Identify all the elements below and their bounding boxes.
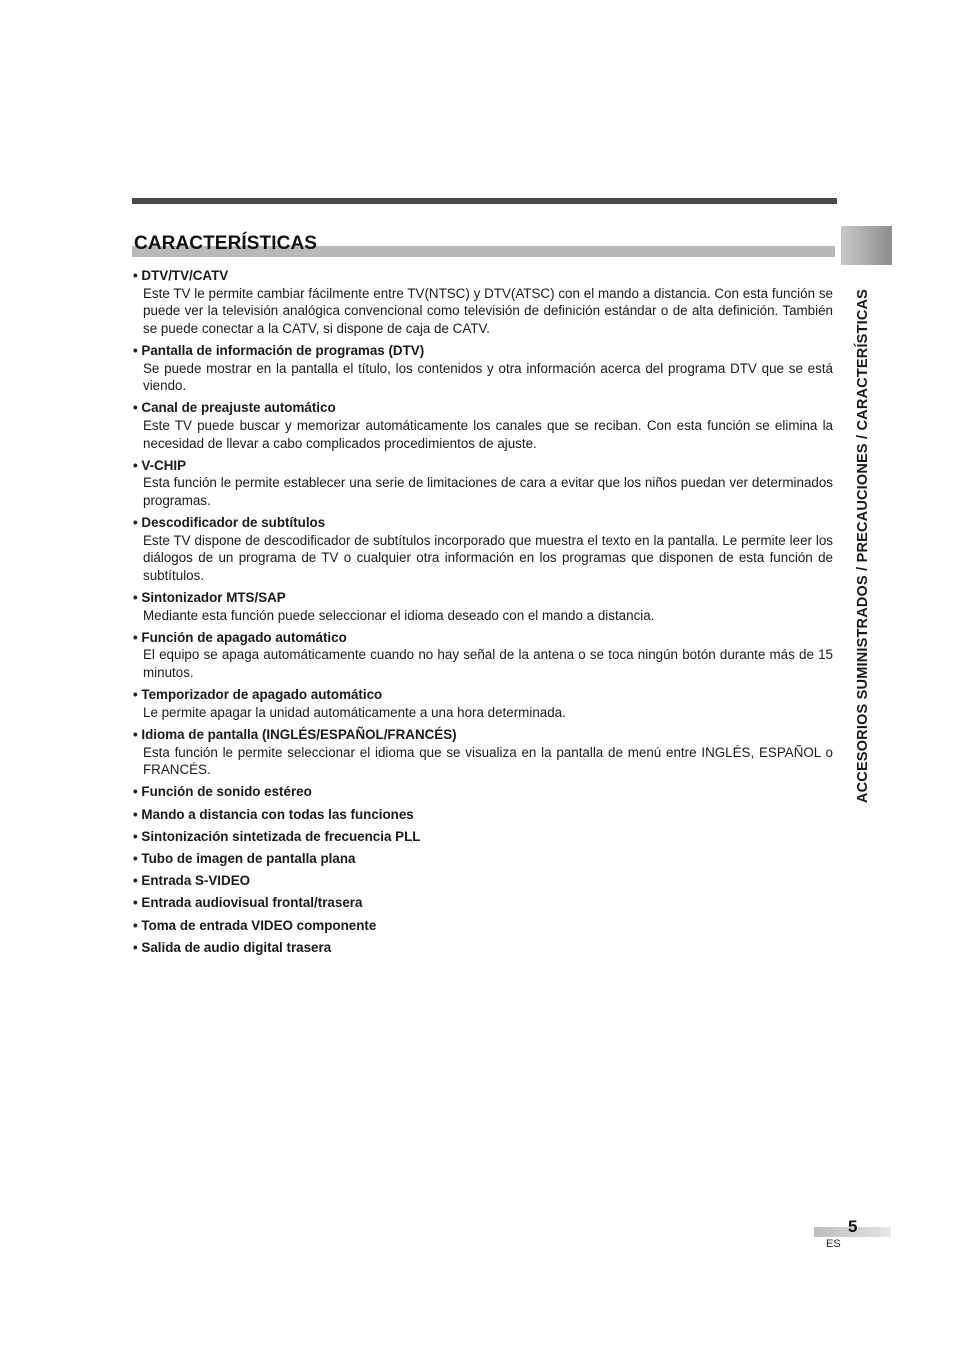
feature-item (133, 457, 833, 510)
page-title: CARACTERÍSTICAS (134, 233, 318, 254)
feature-description: Esta función le permite seleccionar el idioma que se visualiza en la pantalla de menú entre INGLÉS, ESPAÑOL o FRANCÉS. (143, 744, 833, 778)
feature-item (133, 872, 833, 890)
feature-item (133, 686, 833, 721)
feature-title: • Pantalla de información de programas (DTV) (133, 342, 425, 358)
feature-description: Este TV dispone de descodificador de subtítulos incorporado que muestra el texto en la pantalla. Le permite leer los diálogos de un programa de TV o cualquier otra información en los programas que disponen de esta función de subtítulos. (143, 532, 833, 583)
feature-title: • Función de apagado automático (133, 629, 347, 645)
feature-description: Este TV le permite cambiar fácilmente entre TV(NTSC) y DTV(ATSC) con el mando a distancia. Con esta función se puede ver la televisión analógica convencional como televisión de definición estándar o de alta definición. También se puede conectar a la CATV, si dispone de caja de CATV. (143, 285, 833, 336)
side-tab-marker (841, 226, 892, 265)
feature-title: • V-CHIP (133, 457, 187, 473)
feature-title: • Idioma de pantalla (INGLÉS/ESPAÑOL/FRANCÉS) (133, 727, 457, 742)
feature-item (133, 850, 833, 868)
feature-title: • Entrada S-VIDEO (133, 873, 251, 889)
feature-description: Le permite apagar la unidad automáticamente a una hora determinada. (143, 704, 566, 720)
page-language-code: ES (826, 1238, 841, 1250)
feature-title: • Salida de audio digital trasera (133, 939, 332, 955)
feature-item (133, 894, 833, 912)
feature-title: • Función de sonido estéreo (133, 784, 312, 800)
feature-item (133, 783, 833, 801)
feature-title: • Canal de preajuste automático (133, 400, 336, 416)
feature-title: • Sintonización sintetizada de frecuencia PLL (133, 828, 421, 844)
feature-description: Se puede mostrar en la pantalla el título, los contenidos y otra información acerca del programa DTV que se está viendo. (143, 360, 833, 394)
feature-title: • Mando a distancia con todas las funciones (133, 806, 414, 822)
side-tab-label: ACCESORIOS SUMINISTRADOS / PRECAUCIONES / CARACTERÍSTICAS (855, 288, 871, 804)
features-list (133, 267, 833, 961)
top-divider (132, 198, 837, 204)
feature-title: • Tubo de imagen de pantalla plana (133, 850, 356, 866)
feature-title: • Temporizador de apagado automático (133, 687, 383, 703)
feature-title: • Descodificador de subtítulos (133, 515, 326, 531)
feature-item (133, 589, 833, 624)
feature-item (133, 726, 833, 779)
feature-item (133, 399, 833, 452)
side-tab-label-container (852, 268, 874, 824)
feature-item (133, 514, 833, 584)
feature-title: • DTV/TV/CATV (133, 268, 229, 283)
feature-item (133, 806, 833, 824)
feature-item (133, 342, 833, 395)
feature-item (133, 828, 833, 846)
page-number: 5 (848, 1217, 858, 1236)
feature-title: • Toma de entrada VIDEO componente (133, 917, 377, 933)
feature-item (133, 939, 833, 957)
feature-item (133, 917, 833, 935)
feature-description: El equipo se apaga automáticamente cuando no hay señal de la antena o se toca ningún botón durante más de 15 minutos. (143, 647, 833, 681)
feature-item (133, 629, 833, 682)
feature-item (133, 267, 833, 337)
feature-description: Este TV puede buscar y memorizar automáticamente los canales que se reciban. Con esta función se elimina la necesidad de llevar a cabo complicados procedimientos de ajuste. (143, 417, 833, 451)
feature-description: Mediante esta función puede seleccionar el idioma deseado con el mando a distancia. (143, 607, 655, 623)
feature-title: • Sintonizador MTS/SAP (133, 590, 286, 606)
feature-description: Esta función le permite establecer una serie de limitaciones de cara a evitar que los niños puedan ver determinados programas. (143, 475, 833, 508)
feature-title: • Entrada audiovisual frontal/trasera (133, 895, 363, 911)
